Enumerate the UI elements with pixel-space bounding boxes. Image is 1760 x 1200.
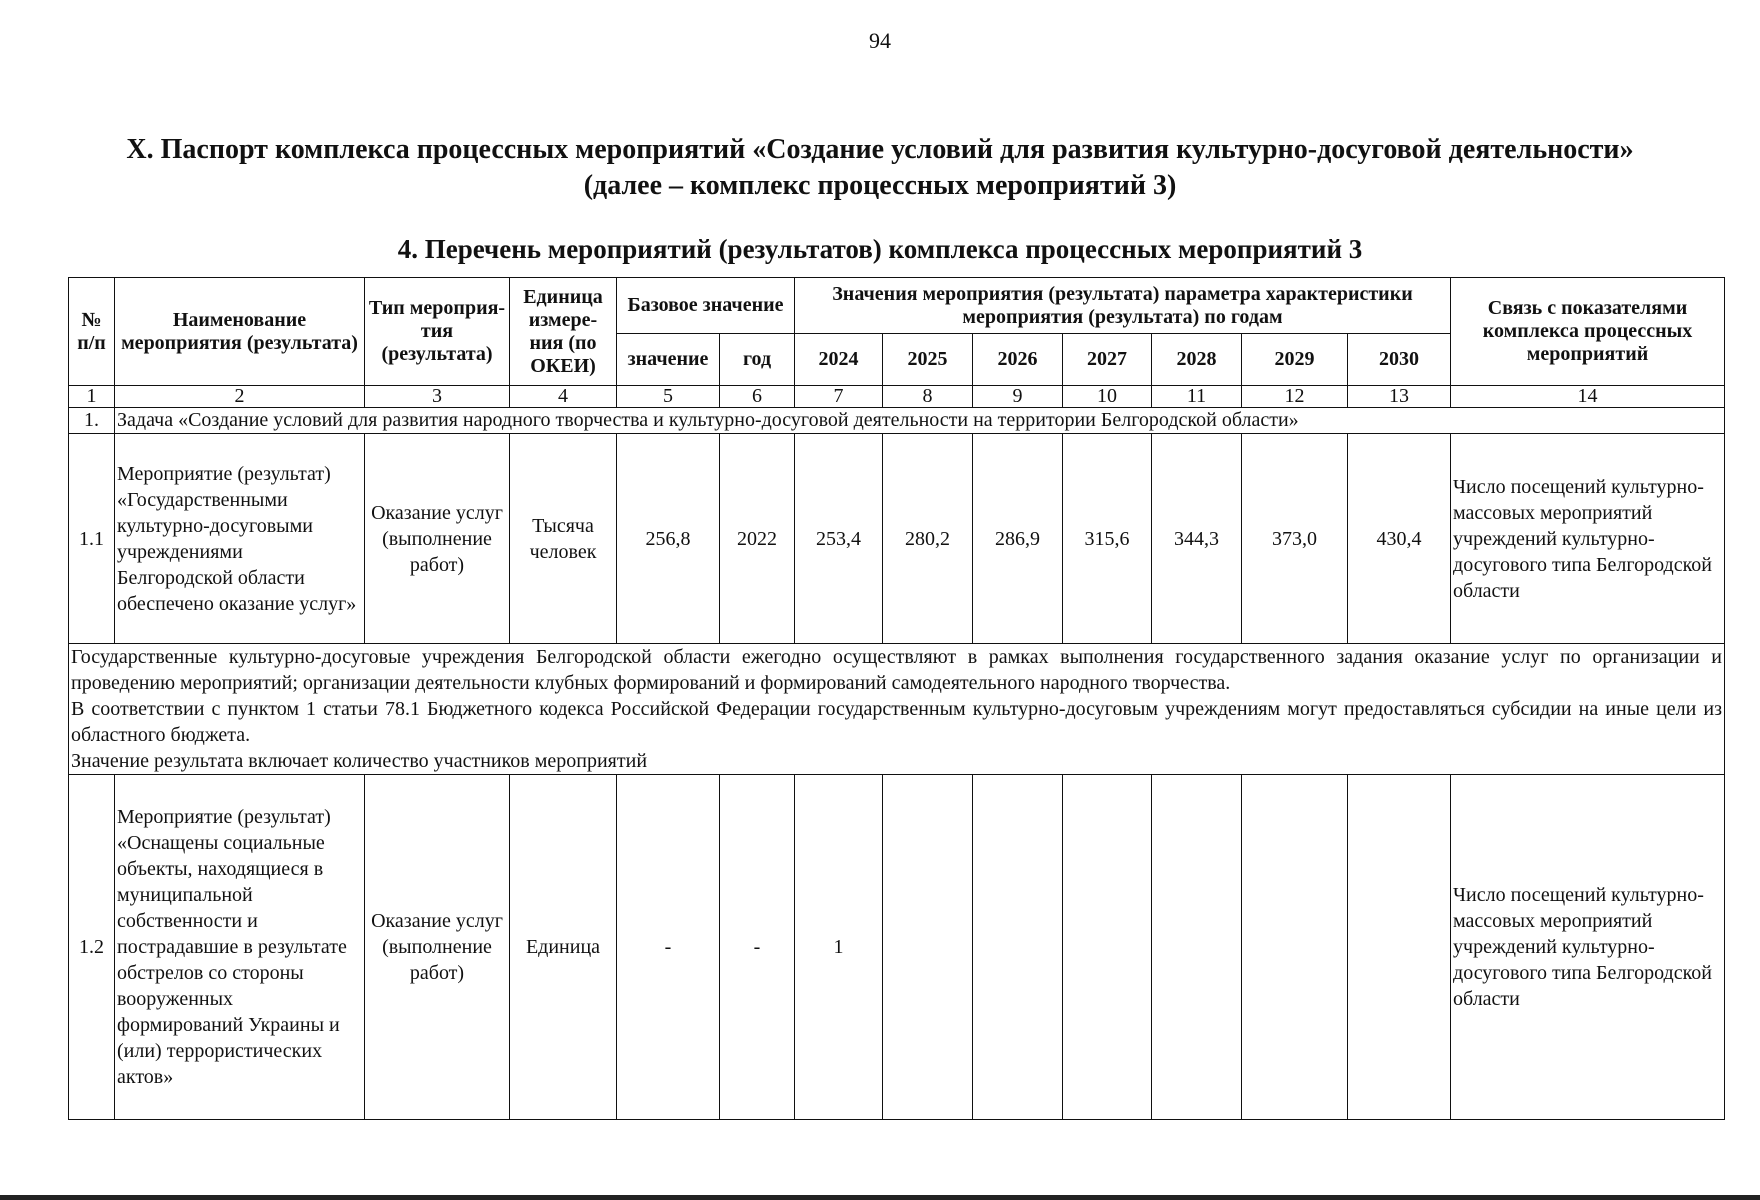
header-name: Наименование мероприятия (результата) xyxy=(115,278,365,386)
header-year: 2025 xyxy=(883,334,973,386)
row-link: Число посещений культурно-массовых мероприятий учреждений культурно-досугового типа Белгородской области xyxy=(1451,434,1725,644)
table-row xyxy=(69,775,1725,1120)
row-value-2024: 253,4 xyxy=(795,434,883,644)
table-row xyxy=(69,434,1725,644)
row-value-2024: 1 xyxy=(795,775,883,1120)
column-number: 14 xyxy=(1451,386,1725,408)
note-paragraph-2: В соответствии с пунктом 1 статьи 78.1 Бюджетного кодекса Российской Федерации государственным культурно-досуговым учреждениям могут предоставляться субсидии на иные цели из областного бюджета. xyxy=(71,698,1723,746)
task-row xyxy=(69,408,1725,434)
header-year: 2029 xyxy=(1242,334,1348,386)
column-number: 13 xyxy=(1348,386,1451,408)
header-base: Базовое значение xyxy=(617,278,795,334)
task-number: 1. xyxy=(69,408,115,434)
column-number: 8 xyxy=(883,386,973,408)
row-value-2029: 373,0 xyxy=(1242,434,1348,644)
column-number: 4 xyxy=(510,386,617,408)
row-number: 1.1 xyxy=(69,434,115,644)
bottom-rule xyxy=(0,1195,1760,1200)
header-year: 2024 xyxy=(795,334,883,386)
row-number: 1.2 xyxy=(69,775,115,1120)
column-number: 2 xyxy=(115,386,365,408)
measures-table xyxy=(68,277,1725,1120)
column-number: 12 xyxy=(1242,386,1348,408)
row-base-value: - xyxy=(617,775,720,1120)
column-number-row xyxy=(69,386,1725,408)
row-name: Мероприятие (результат) «Государственными культурно-досуговыми учреждениями Белгородской области обеспечено оказание услуг» xyxy=(115,434,365,644)
header-year: 2028 xyxy=(1152,334,1242,386)
note-paragraph-1: Государственные культурно-досуговые учреждения Белгородской области ежегодно осуществляют в рамках выполнения государственного задания оказание услуг по организации и проведению мероприятий; организации деятельности клубных формирований и формирований самодеятельного народного творчества. xyxy=(71,646,1723,694)
title-line-2: (далее – комплекс процессных мероприятий 3) xyxy=(583,170,1177,201)
title-line-1: X. Паспорт комплекса процессных мероприятий «Создание условий для развития культурно-досуговой деятельности» xyxy=(126,134,1634,165)
column-number: 7 xyxy=(795,386,883,408)
header-link: Связь с показателями комплекса процессных мероприятий xyxy=(1451,278,1725,386)
row-value-2030 xyxy=(1348,775,1451,1120)
row-unit: Тысяча человек xyxy=(510,434,617,644)
row-value-2028: 344,3 xyxy=(1152,434,1242,644)
header-base-value: значение xyxy=(617,334,720,386)
column-number: 3 xyxy=(365,386,510,408)
row-unit: Единица xyxy=(510,775,617,1120)
column-number: 1 xyxy=(69,386,115,408)
row-value-2026: 286,9 xyxy=(973,434,1063,644)
header-year: 2027 xyxy=(1063,334,1152,386)
column-number: 5 xyxy=(617,386,720,408)
row-type: Оказание услуг (выполнение работ) xyxy=(365,775,510,1120)
row-link: Число посещений культурно-массовых мероприятий учреждений культурно-досугового типа Белгородской области xyxy=(1451,775,1725,1120)
row-value-2026 xyxy=(973,775,1063,1120)
header-type: Тип мероприя-тия (результата) xyxy=(365,278,510,386)
row-name: Мероприятие (результат) «Оснащены социальные объекты, находящиеся в муниципальной собственности и пострадавшие в результате обстрелов со стороны вооруженных формирований Украины и (или) террористических актов» xyxy=(115,775,365,1120)
note-cell xyxy=(69,644,1725,775)
document-title xyxy=(0,132,1760,204)
column-number: 9 xyxy=(973,386,1063,408)
row-value-2027: 315,6 xyxy=(1063,434,1152,644)
row-value-2030: 430,4 xyxy=(1348,434,1451,644)
section-title: 4. Перечень мероприятий (результатов) комплекса процессных мероприятий 3 xyxy=(397,234,1363,264)
page-number: 94 xyxy=(869,28,891,53)
row-value-2025 xyxy=(883,775,973,1120)
row-value-2028 xyxy=(1152,775,1242,1120)
column-number: 6 xyxy=(720,386,795,408)
row-value-2027 xyxy=(1063,775,1152,1120)
task-text: Задача «Создание условий для развития народного творчества и культурно-досуговой деятельности на территории Белгородской области» xyxy=(115,408,1725,434)
note-paragraph-3: Значение результата включает количество участников мероприятий xyxy=(71,750,648,772)
header-base-year: год xyxy=(720,334,795,386)
row-base-year: - xyxy=(720,775,795,1120)
header-no: № п/п xyxy=(69,278,115,386)
header-year: 2030 xyxy=(1348,334,1451,386)
note-row xyxy=(69,644,1725,775)
row-base-value: 256,8 xyxy=(617,434,720,644)
column-number: 10 xyxy=(1063,386,1152,408)
row-value-2025: 280,2 xyxy=(883,434,973,644)
header-values-group: Значения мероприятия (результата) параметра характеристики мероприятия (результата) по годам xyxy=(795,278,1451,334)
row-type: Оказание услуг (выполнение работ) xyxy=(365,434,510,644)
header-unit: Единица измере-ния (по ОКЕИ) xyxy=(510,278,617,386)
row-base-year: 2022 xyxy=(720,434,795,644)
header-year: 2026 xyxy=(973,334,1063,386)
column-number: 11 xyxy=(1152,386,1242,408)
row-value-2029 xyxy=(1242,775,1348,1120)
